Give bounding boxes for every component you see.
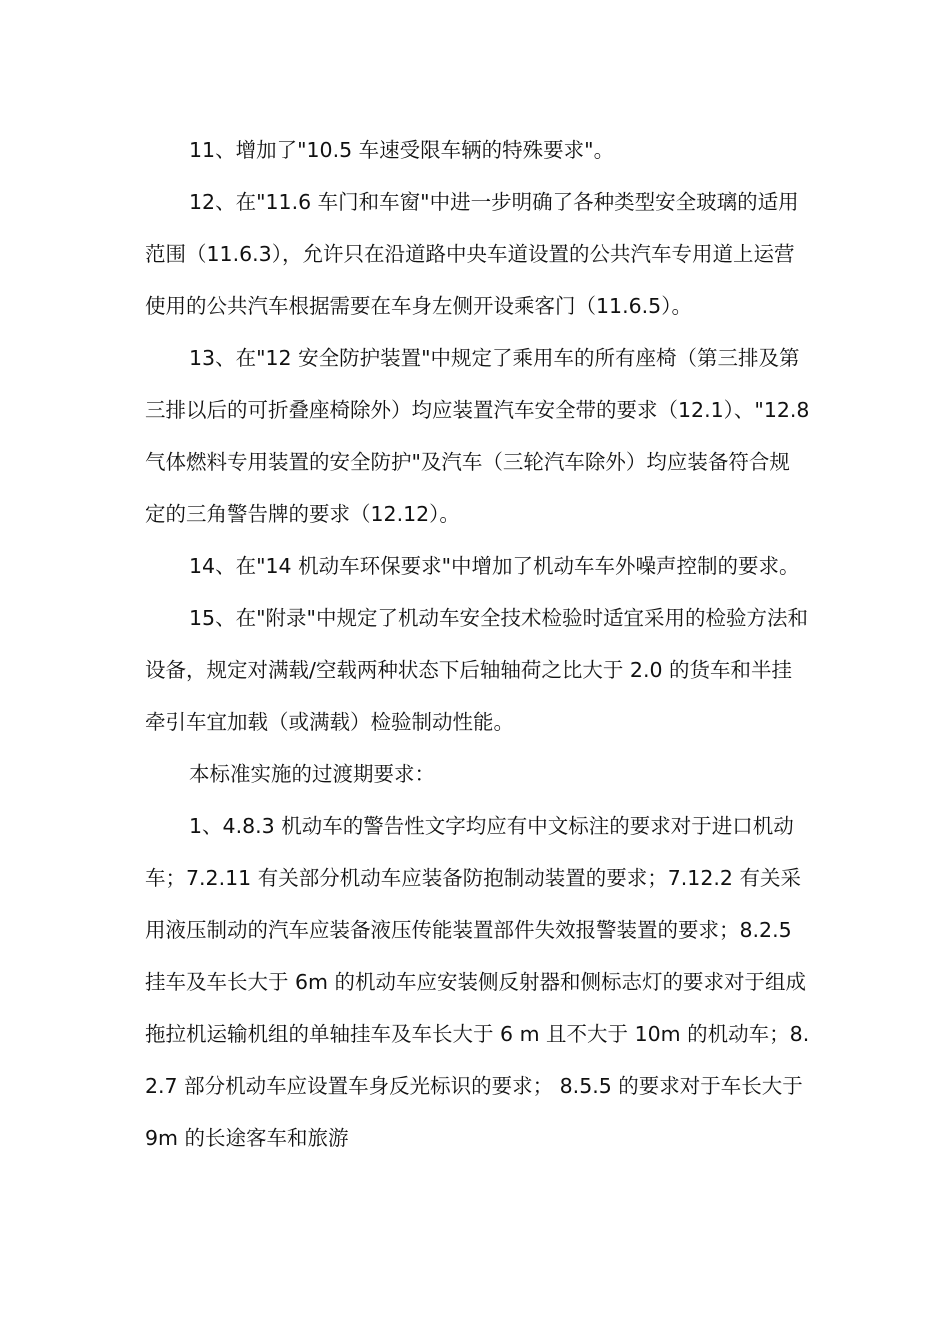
paragraph-item-13: 13、在"12 安全防护装置"中规定了乘用车的所有座椅（第三排及第三排以后的可折叠座椅除外）均应装置汽车安全带的要求（12.1）、"12.8 气体燃料专用装置的安全防护"及汽车（三轮汽车除外）均应装备符合规定的三角警告牌的要求（12.12）。 (145, 346, 810, 526)
paragraph-item-15: 15、在"附录"中规定了机动车安全技术检验时适宜采用的检验方法和设备，规定对满载/空载两种状态下后轴轴荷之比大于 2.0 的货车和半挂牵引车宜加载（或满载）检验制动性能。 (145, 606, 808, 734)
paragraph-item-14: 14、在"14 机动车环保要求"中增加了机动车车外噪声控制的要求。 (189, 554, 800, 578)
paragraph-transition-heading: 本标准实施的过渡期要求： (189, 762, 435, 786)
paragraph-transition-item-1: 1、4.8.3 机动车的警告性文字均应有中文标注的要求对于进口机动车；7.2.11 有关部分机动车应装备防抱制动装置的要求；7.12.2 有关采用液压制动的汽车应装备液压传能装置部件失效报警装置的要求；8.2.5 挂车及车长大于 6m 的机动车应安装侧反射器和侧标志灯的要求对于组成拖拉机运输机组的单轴挂车及车长大于 6 m 且不大于 10m 的机动车；8.2.7 部分机动车应设置车身反光标识的要求； 8.5.5 的要求对于车长大于 9m 的长途客车和旅游 (145, 814, 810, 1150)
paragraph-item-11: 11、增加了"10.5 车速受限车辆的特殊要求"。 (189, 138, 615, 162)
document-body (145, 124, 810, 1164)
paragraph-item-12: 12、在"11.6 车门和车窗"中进一步明确了各种类型安全玻璃的适用范围（11.6.3），允许只在沿道路中央车道设置的公共汽车专用道上运营使用的公共汽车根据需要在车身左侧开设乘客门（11.6.5）。 (145, 190, 799, 318)
